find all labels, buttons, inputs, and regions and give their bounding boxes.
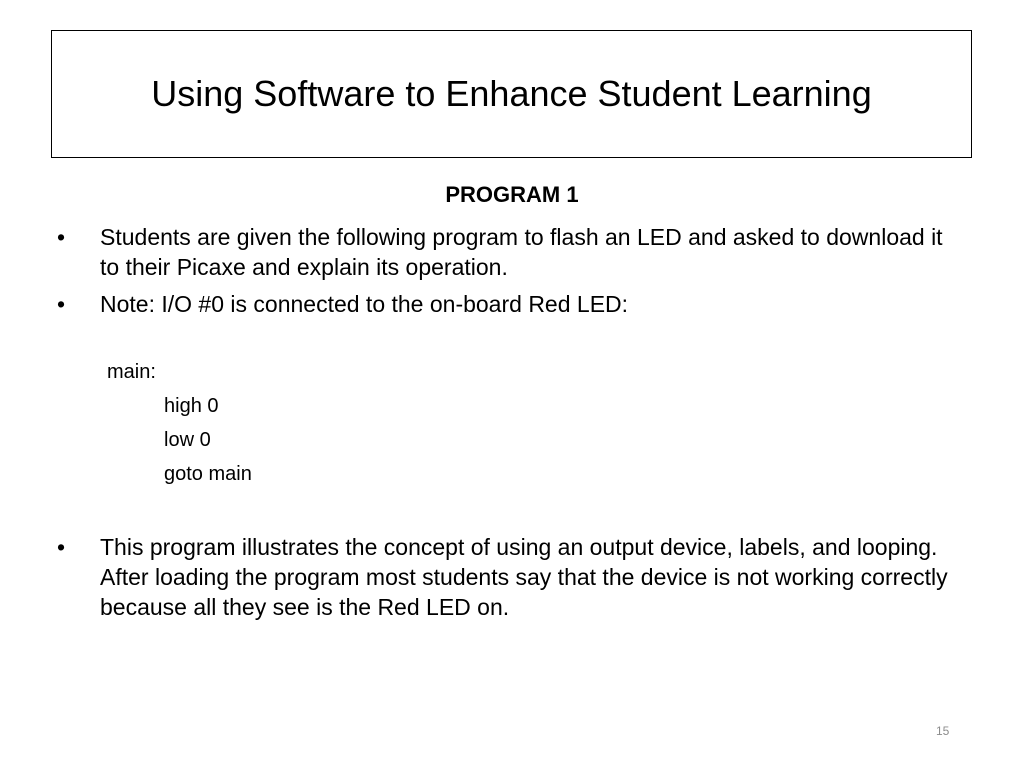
bullet-marker: • [57, 224, 66, 250]
bullet-marker: • [57, 534, 66, 560]
code-line-2: low 0 [164, 429, 211, 451]
code-label: main: [107, 361, 156, 383]
bullet-text-1: Students are given the following program to flash an LED and asked to download it to their Picaxe and explain its operation. [100, 224, 943, 280]
bullet-marker: • [57, 291, 66, 317]
bullet-text-2: Note: I/O #0 is connected to the on-board Red LED: [100, 291, 629, 317]
code-line-3: goto main [164, 463, 252, 485]
bullet-text-3: This program illustrates the concept of using an output device, labels, and looping. After loading the program most students say that the device is not working correctly because all they see is the Red LED on. [100, 534, 948, 620]
code-line-1: high 0 [164, 395, 219, 417]
slide-title: Using Software to Enhance Student Learning [151, 73, 872, 114]
title-box [51, 30, 972, 158]
page-number: 15 [936, 724, 950, 738]
program-heading: PROGRAM 1 [445, 182, 579, 207]
